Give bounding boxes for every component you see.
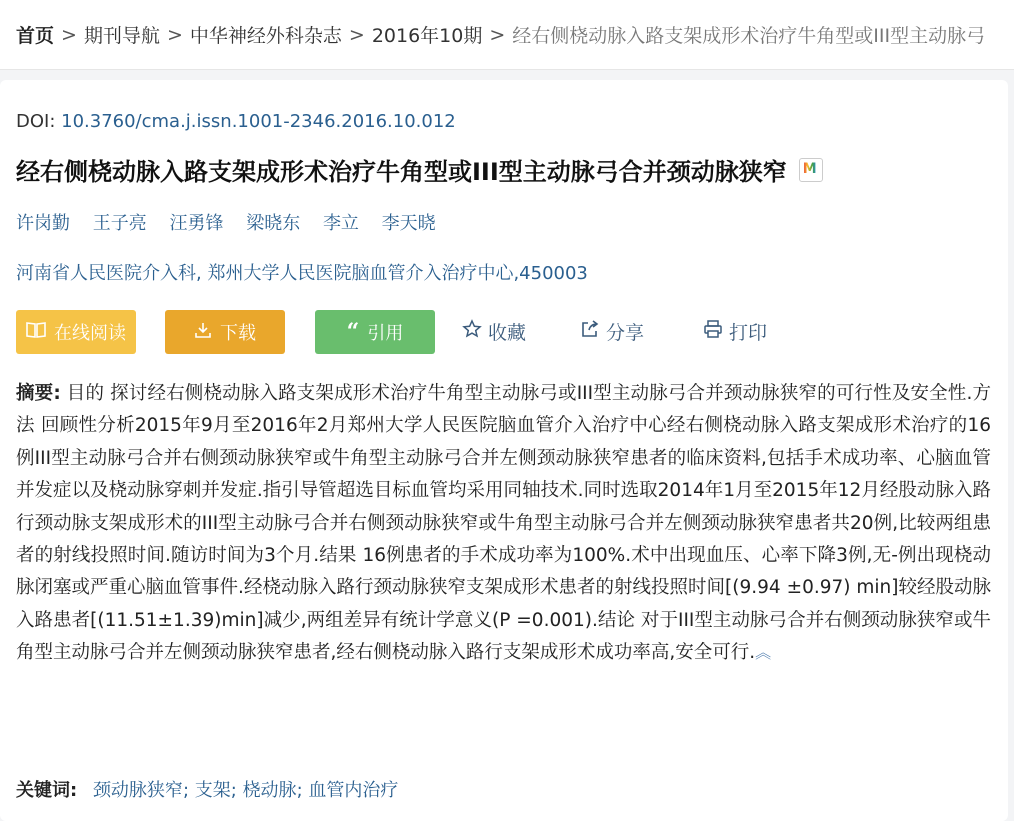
keyword-separator: ;: [182, 780, 190, 801]
medline-badge-icon: [799, 158, 823, 182]
star-icon: [462, 319, 482, 344]
keyword-link[interactable]: 支架: [194, 780, 231, 801]
author-link[interactable]: 李立: [322, 213, 359, 234]
share-icon: [580, 319, 600, 344]
favorite-button[interactable]: [462, 318, 526, 345]
keyword-link[interactable]: 桡动脉: [242, 780, 297, 801]
favorite-label: 收藏: [488, 322, 527, 344]
article-title-row: [16, 152, 823, 187]
author-link[interactable]: 梁晓东: [246, 213, 301, 234]
breadcrumb-issue[interactable]: 2016年10期: [371, 25, 483, 47]
keywords-label: 关键词:: [16, 780, 78, 801]
download-icon: [194, 321, 212, 344]
share-label: 分享: [606, 322, 645, 344]
breadcrumb-journal[interactable]: 中华神经外科杂志: [189, 25, 342, 47]
author-link[interactable]: 王子亮: [92, 213, 147, 234]
abstract-text: 目的 探讨经右侧桡动脉入路支架成形术治疗牛角型主动脉弓或III型主动脉弓合并颈动脉狭窄的可行性及安全性.方法 回顾性分析2015年9月至2016年2月郑州大学人民医院脑血管介入治疗中心经右侧桡动脉入路支架成形术治疗的16例III型主动脉弓合并右侧颈动脉狭窄或牛角型主动脉弓合并左侧颈动脉狭窄患者的临床资料,包括手术成功率、心脑血管并发症以及桡动脉穿刺并发症.指引导管超选目标血管均采用同轴技术.同时选取2014年1月至2015年12月经股动脉入路行颈动脉支架成形术的III型主动脉弓合并右侧颈动脉狭窄或牛角型主动脉弓合并左侧颈动脉狭窄患者共20例,比较两组患者的射线投照时间.随访时间为3个月.结果 16例患者的手术成功率为100%.术中出现血压、心率下降3例,无-例出现桡动脉闭塞或严重心脑血管事件.经桡动脉入路行颈动脉狭窄支架成形术患者的射线投照时间[(9.94 ±0.97) min]较经股动脉入路患者[(11.51±1.39)min]减少,两组差异有统计学意义(P =0.001).结论 对于III型主动脉弓合并右侧颈动脉狭窄或牛角型主动脉弓合并左侧颈动脉狭窄患者,经右侧桡动脉入路行支架成形术成功率高,安全可行.: [16, 383, 992, 664]
download-button[interactable]: [165, 310, 285, 354]
chevron-up-icon[interactable]: ︽: [755, 643, 772, 663]
print-label: 打印: [729, 322, 768, 344]
breadcrumb-separator: >: [166, 23, 183, 46]
breadcrumb-journal-nav[interactable]: 期刊导航: [83, 25, 160, 47]
keyword-link[interactable]: 血管内治疗: [308, 780, 399, 801]
cite-label: 引用: [367, 323, 404, 344]
breadcrumb: [0, 0, 1014, 70]
breadcrumb-separator: >: [348, 23, 365, 46]
doi: [16, 111, 456, 132]
share-button[interactable]: [580, 318, 644, 345]
cite-button[interactable]: [315, 310, 435, 354]
author-link[interactable]: 李天晓: [381, 213, 436, 234]
quote-icon: “: [346, 319, 360, 345]
printer-icon: [703, 319, 723, 344]
breadcrumb-separator: >: [489, 23, 506, 46]
keyword-link[interactable]: 颈动脉狭窄: [92, 780, 183, 801]
author-link[interactable]: 许岗勤: [16, 213, 70, 234]
read-online-button[interactable]: [16, 310, 136, 354]
medline-badge-letter: M: [802, 160, 817, 177]
breadcrumb-separator: >: [61, 23, 77, 46]
doi-label: DOI:: [16, 111, 62, 132]
keywords: [16, 776, 398, 802]
author-list: [16, 209, 453, 235]
abstract: [16, 378, 991, 670]
keyword-separator: ;: [296, 780, 303, 801]
print-button[interactable]: [703, 318, 767, 345]
affiliation-link[interactable]: 河南省人民医院介入科, 郑州大学人民医院脑血管介入治疗中心,450003: [16, 263, 588, 284]
breadcrumb-home[interactable]: 首页: [16, 25, 55, 47]
keyword-separator: ;: [230, 780, 237, 801]
read-online-label: 在线阅读: [54, 323, 126, 344]
author-link[interactable]: 汪勇锋: [169, 213, 224, 234]
article-title: 经右侧桡动脉入路支架成形术治疗牛角型或III型主动脉弓合并颈动脉狭窄: [16, 158, 787, 186]
breadcrumb-current: 经右侧桡动脉入路支架成形术治疗牛角型或III型主动脉弓: [512, 25, 986, 47]
book-icon: [26, 321, 46, 344]
download-label: 下载: [220, 323, 256, 344]
doi-link[interactable]: 10.3760/cma.j.issn.1001-2346.2016.10.012: [61, 111, 456, 132]
abstract-label: 摘要:: [16, 383, 61, 404]
